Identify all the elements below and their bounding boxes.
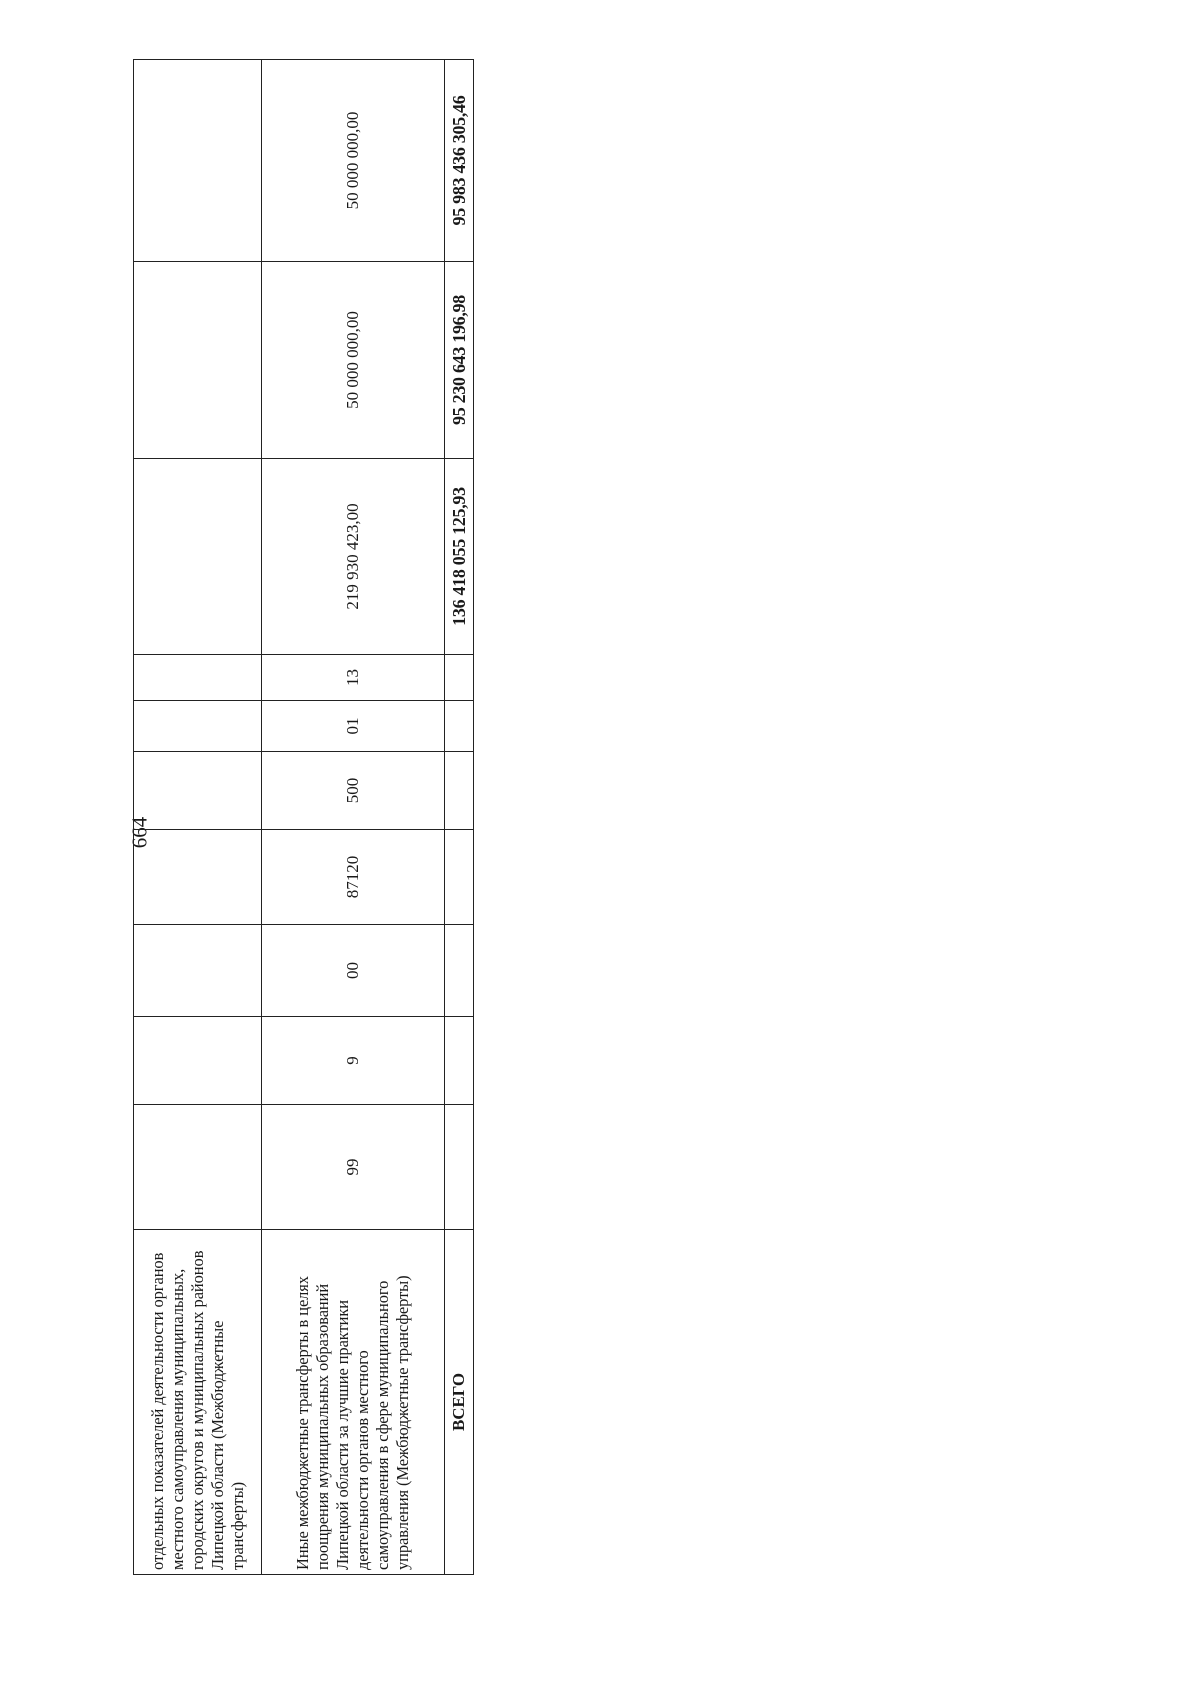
- event-code-cell: [134, 925, 262, 1017]
- budget-table: [133, 59, 474, 1575]
- total-row: [445, 60, 474, 1575]
- direction-code-cell: 87120: [262, 830, 445, 925]
- empty-cell: [445, 830, 474, 925]
- section-cell: 01: [262, 701, 445, 752]
- page-number: 664: [127, 816, 152, 849]
- sum-year1-cell: 219 930 423,00: [262, 459, 445, 655]
- total-sum-year1: 136 418 055 125,93: [445, 459, 474, 655]
- sum-year3-cell: 50 000 000,00: [262, 60, 445, 262]
- empty-cell: [445, 1105, 474, 1230]
- empty-cell: [445, 701, 474, 752]
- total-label: ВСЕГО: [445, 1230, 474, 1575]
- empty-cell: [445, 925, 474, 1017]
- empty-cell: [445, 655, 474, 701]
- direction-code-cell: [134, 830, 262, 925]
- expense-type-cell: [134, 752, 262, 830]
- subsection-cell: 13: [262, 655, 445, 701]
- section-cell: [134, 701, 262, 752]
- row-name-cell: Иные межбюджетные трансферты в целях поощрения муниципальных образований Липецкой области за лучшие практики деятельности органов местного самоуправления в сфере муниципального управления (Межбюджетные трансферты): [262, 1230, 445, 1575]
- subsection-cell: [134, 655, 262, 701]
- total-sum-year3: 95 983 436 305,46: [445, 60, 474, 262]
- program-code-cell: [134, 1105, 262, 1230]
- budget-table-container: [133, 60, 473, 1575]
- total-sum-year2: 95 230 643 196,98: [445, 262, 474, 459]
- table-row: [262, 60, 445, 1575]
- event-code-cell: 00: [262, 925, 445, 1017]
- sum-year1-cell: [134, 459, 262, 655]
- row-name-cell: отдельных показателей деятельности органов местного самоуправления муниципальных, городских округов и муниципальных районов Липецкой области (Межбюджетные трансферты): [134, 1230, 262, 1575]
- expense-type-cell: 500: [262, 752, 445, 830]
- subprogram-code-cell: [134, 1017, 262, 1105]
- subprogram-code-cell: 9: [262, 1017, 445, 1105]
- program-code-cell: 99: [262, 1105, 445, 1230]
- empty-cell: [445, 1017, 474, 1105]
- sum-year2-cell: 50 000 000,00: [262, 262, 445, 459]
- sum-year3-cell: [134, 60, 262, 262]
- empty-cell: [445, 752, 474, 830]
- table-row: [134, 60, 262, 1575]
- sum-year2-cell: [134, 262, 262, 459]
